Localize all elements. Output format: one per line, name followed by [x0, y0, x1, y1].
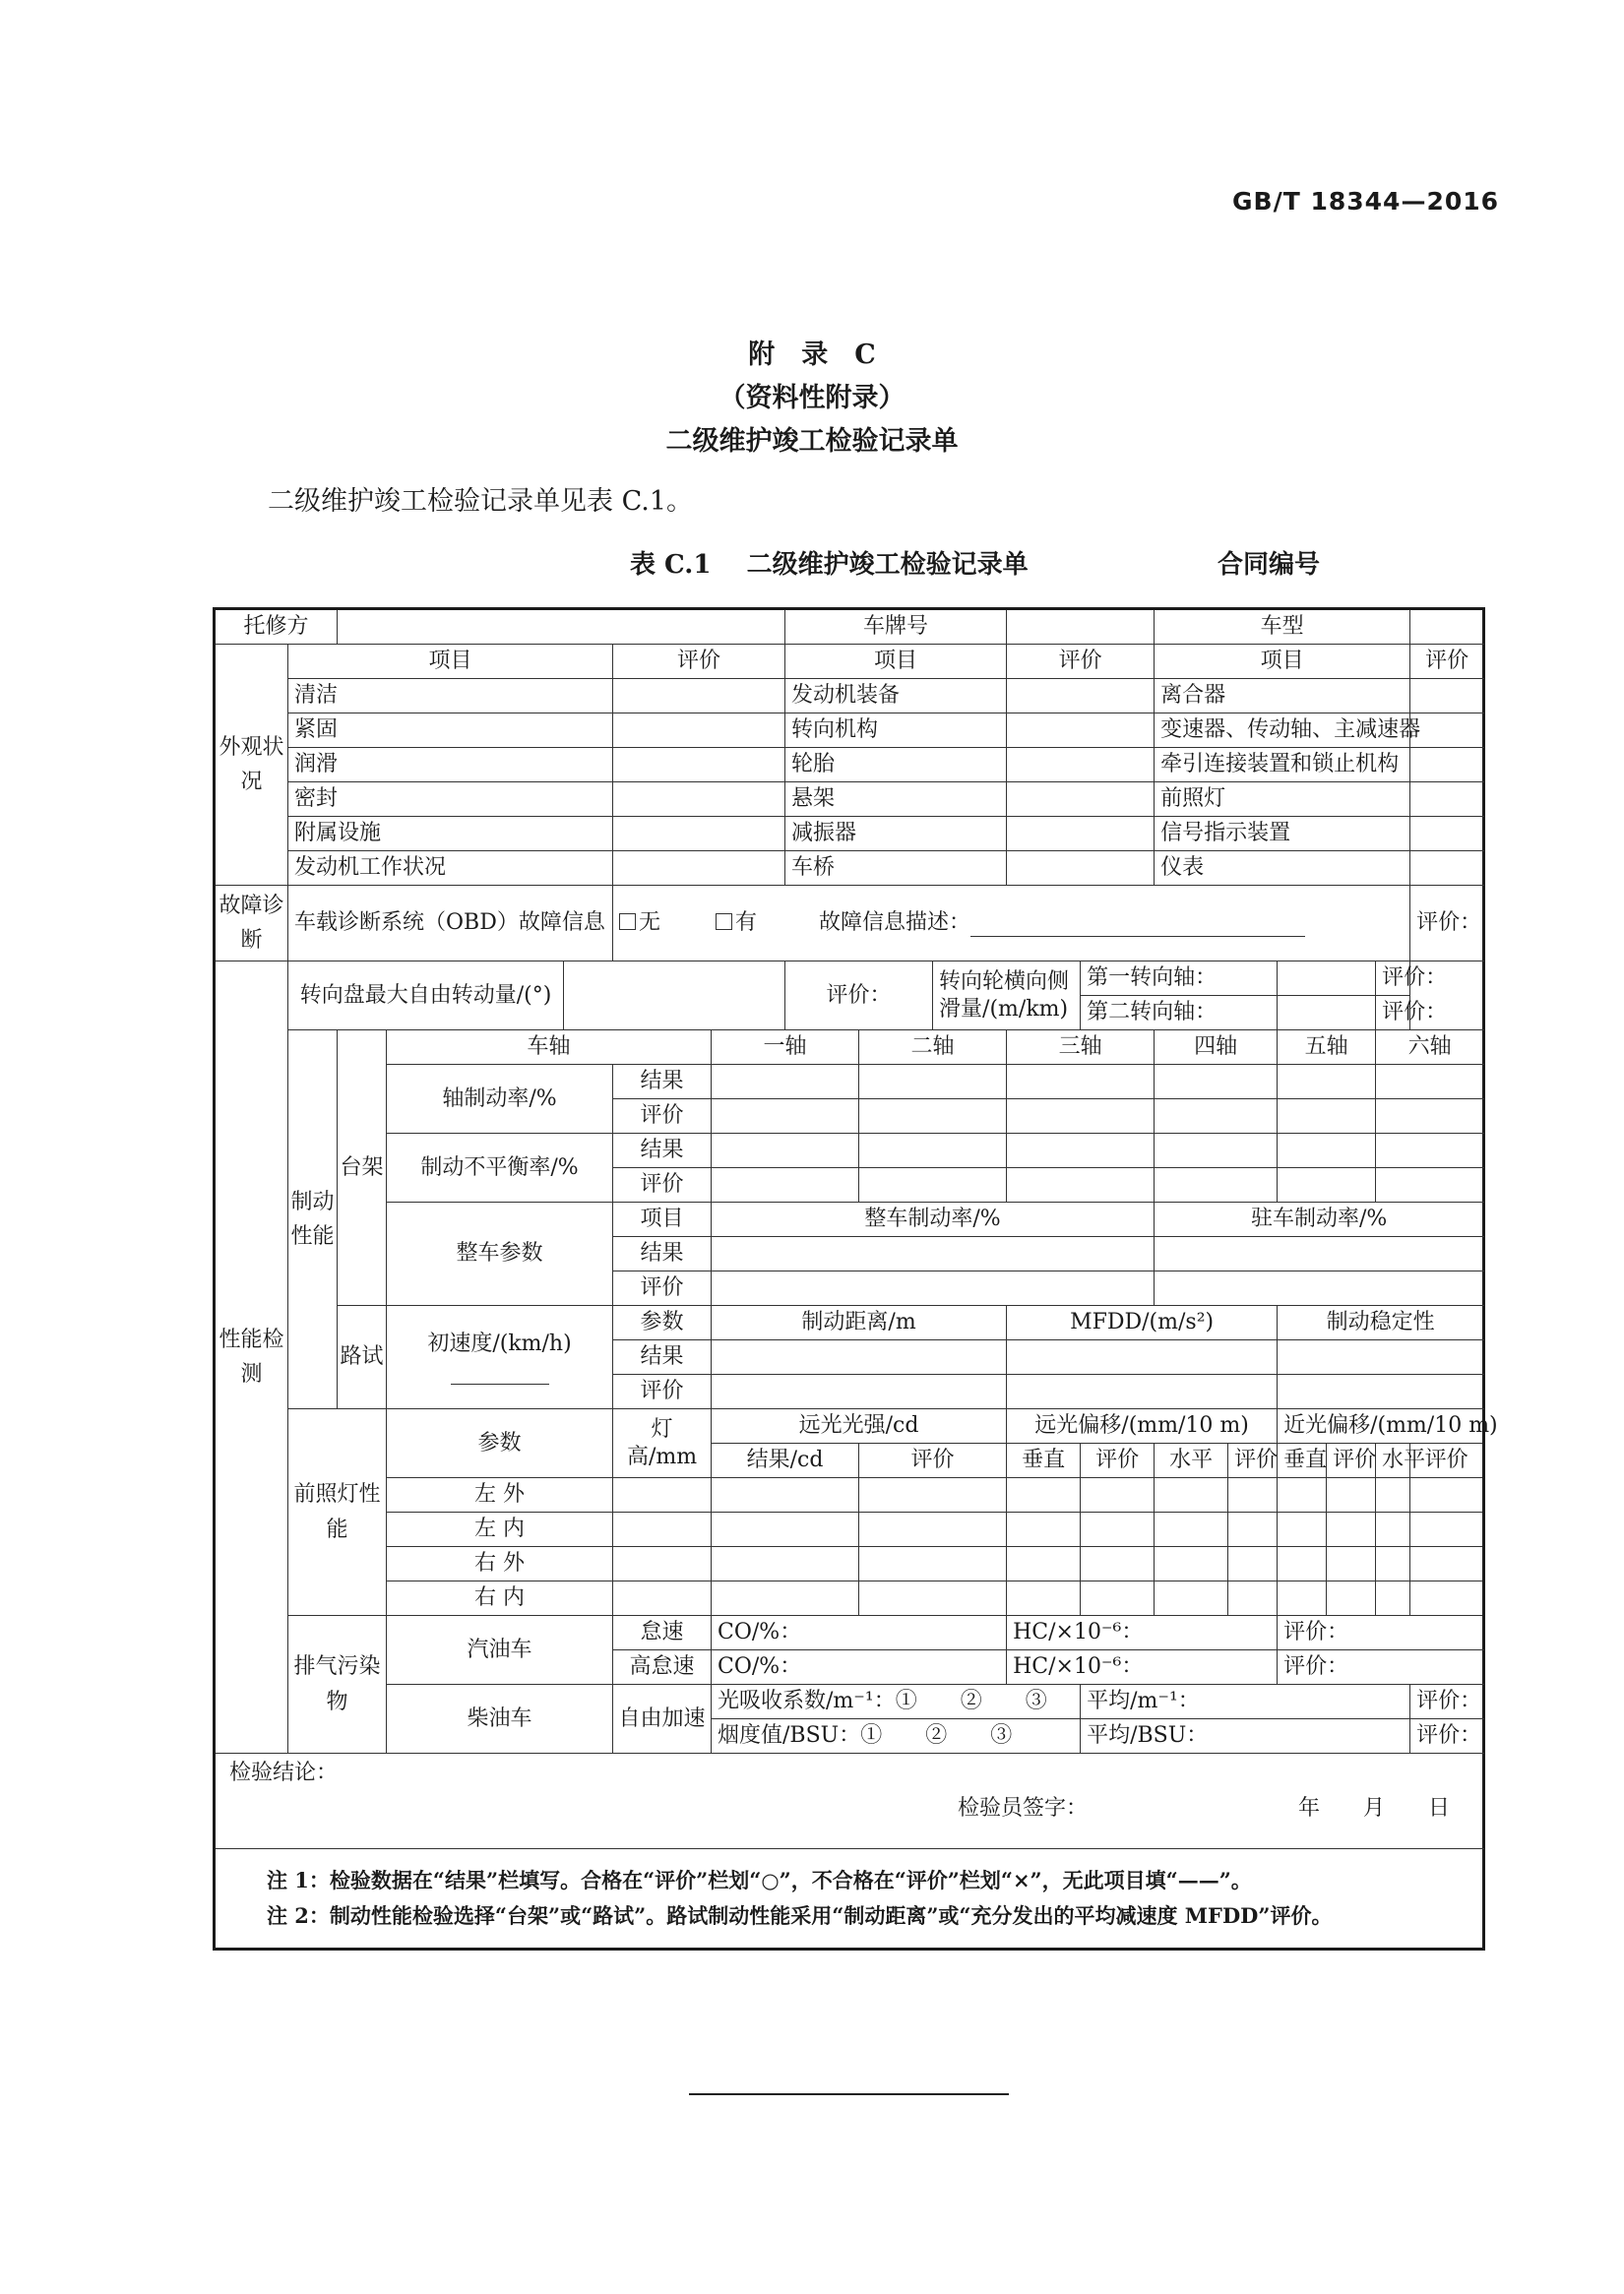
table-row: [215, 1306, 1484, 1340]
list-item: 前照灯: [1155, 782, 1410, 817]
data-cell[interactable]: [1155, 1134, 1278, 1168]
list-item: 转向机构: [785, 713, 1007, 748]
plate-value[interactable]: [1007, 609, 1155, 645]
braking-label: 制动性能: [288, 1030, 338, 1409]
inspector-label: 检验员签字：: [958, 1795, 1089, 1821]
data-cell[interactable]: [1155, 1478, 1228, 1513]
checkbox-none[interactable]: [619, 913, 636, 930]
result-label: 结果: [613, 1134, 712, 1168]
avg-m-label: 平均/m⁻¹：: [1081, 1685, 1410, 1719]
result-cd-label: 结果/cd: [712, 1444, 859, 1478]
hc-label: HC/×10⁻⁶：: [1007, 1650, 1278, 1685]
data-cell[interactable]: [1228, 1513, 1278, 1547]
data-cell[interactable]: [1081, 1547, 1155, 1581]
lamp-label: 右 外: [387, 1547, 613, 1581]
data-cell[interactable]: [859, 1513, 1007, 1547]
option-has-label: 有: [734, 910, 757, 936]
diesel-label: 柴油车: [387, 1685, 613, 1754]
stability-label: 制动稳定性: [1278, 1306, 1484, 1340]
data-cell[interactable]: [1327, 1581, 1376, 1616]
data-cell[interactable]: [859, 1547, 1007, 1581]
plate-label: 车牌号: [785, 609, 1007, 645]
data-cell[interactable]: [1376, 1168, 1484, 1203]
list-item: 清洁: [288, 679, 613, 713]
client-label: 托修方: [215, 609, 338, 645]
table-row: [215, 1849, 1484, 1950]
standard-number: GB/T 18344—2016: [1232, 187, 1500, 216]
co-label: CO/%：: [712, 1650, 1007, 1685]
data-cell[interactable]: [1327, 1513, 1376, 1547]
data-cell[interactable]: [1278, 1168, 1376, 1203]
eval-label: 评价: [1081, 1444, 1155, 1478]
note-2: 注 2：制动性能检验选择“台架”或“路试”。路试制动性能采用“制动距离”或“充分发出的平均减速度 MFDD”评价。: [267, 1903, 1333, 1928]
data-cell[interactable]: [1007, 1581, 1081, 1616]
table-row: [215, 1065, 1484, 1099]
lamp-label: 左 内: [387, 1513, 613, 1547]
appendix-type: （资料性附录）: [718, 383, 906, 413]
eval-cell[interactable]: [1410, 851, 1484, 886]
table-row: [215, 851, 1484, 886]
conclusion-cell[interactable]: [215, 1754, 1484, 1849]
table-row: [215, 748, 1484, 782]
avg-bsu-label: 平均/BSU：: [1081, 1719, 1410, 1754]
eval-cell[interactable]: [613, 713, 785, 748]
eval-label: 评价: [613, 1099, 712, 1134]
data-cell[interactable]: [1410, 1478, 1484, 1513]
high-idle-label: 高怠速: [613, 1650, 712, 1685]
end-rule: [689, 2093, 1009, 2095]
eval-cell[interactable]: [1410, 817, 1484, 851]
total-rate-label: 整车制动率/%: [712, 1203, 1155, 1237]
eval-cell[interactable]: [1410, 713, 1484, 748]
data-cell[interactable]: [1007, 1375, 1278, 1409]
data-cell[interactable]: [1278, 1065, 1376, 1099]
light-abs-label: 光吸收系数/m⁻¹：① ② ③: [712, 1685, 1081, 1719]
notes-cell: [215, 1849, 1484, 1950]
low-offset-label: 近光偏移/(mm/10 m): [1278, 1409, 1484, 1444]
data-cell[interactable]: [1007, 1099, 1155, 1134]
data-cell[interactable]: [1376, 1581, 1410, 1616]
eval-header: 评价: [613, 645, 785, 679]
data-cell[interactable]: [1327, 1547, 1376, 1581]
data-cell[interactable]: [1278, 1478, 1327, 1513]
item-header: 项目: [288, 645, 613, 679]
data-cell[interactable]: [859, 1099, 1007, 1134]
data-cell[interactable]: [1081, 1478, 1155, 1513]
inspection-record-table: [213, 607, 1498, 1951]
eval-cell[interactable]: [1007, 748, 1155, 782]
param-label: 参数: [387, 1409, 613, 1478]
init-speed-label: 初速度/(km/h): [427, 1331, 572, 1356]
data-cell[interactable]: [1007, 1340, 1278, 1375]
table-caption-title: 二级维护竣工检验记录单: [746, 550, 1029, 580]
data-cell[interactable]: [712, 1237, 1155, 1271]
list-item: 离合器: [1155, 679, 1410, 713]
result-label: 结果: [613, 1340, 712, 1375]
lamp-label: 左 外: [387, 1478, 613, 1513]
data-cell[interactable]: [1278, 1375, 1484, 1409]
road-label: 路试: [338, 1306, 387, 1409]
conclusion-label: 检验结论：: [229, 1761, 339, 1785]
data-cell[interactable]: [1278, 1513, 1327, 1547]
data-cell[interactable]: [712, 1478, 859, 1513]
table-row: [215, 1616, 1484, 1650]
data-cell[interactable]: [1007, 1478, 1081, 1513]
data-cell[interactable]: [1376, 1547, 1410, 1581]
brake-dist-label: 制动距离/m: [712, 1306, 1007, 1340]
eval-cell[interactable]: [1410, 748, 1484, 782]
data-cell[interactable]: [1410, 1513, 1484, 1547]
table-row: [215, 782, 1484, 817]
data-cell[interactable]: [1228, 1547, 1278, 1581]
axle-rate-label: 轴制动率/%: [387, 1065, 613, 1134]
eval-label: 评价: [613, 1271, 712, 1306]
eval-cell[interactable]: [1007, 679, 1155, 713]
high-beam-label: 远光光强/cd: [712, 1409, 1007, 1444]
data-cell[interactable]: [712, 1271, 1155, 1306]
appendix-title: 附 录 C: [748, 340, 876, 370]
list-item: 发动机装备: [785, 679, 1007, 713]
note-1: 注 1：检验数据在“结果”栏填写。合格在“评价”栏划“○”，不合格在“评价”栏划“×”，无此项目填“——”。: [267, 1868, 1252, 1893]
data-cell[interactable]: [1007, 1065, 1155, 1099]
eval-cell[interactable]: [1410, 782, 1484, 817]
data-cell[interactable]: [1081, 1581, 1155, 1616]
data-cell[interactable]: [712, 1340, 1007, 1375]
data-cell[interactable]: [859, 1581, 1007, 1616]
axle-4-header: 四轴: [1155, 1030, 1278, 1065]
table-row: [215, 679, 1484, 713]
fault-label: 故障诊断: [215, 886, 288, 961]
data-cell[interactable]: [712, 1168, 859, 1203]
fault-options: [613, 886, 1410, 961]
list-item: 变速器、传动轴、主减速器: [1155, 713, 1410, 748]
table-row: [215, 1203, 1484, 1237]
data-cell[interactable]: [1278, 1134, 1376, 1168]
table-row: [215, 645, 1484, 679]
table-row: [215, 1513, 1484, 1547]
data-cell[interactable]: [1155, 1168, 1278, 1203]
eval-cell[interactable]: [1007, 713, 1155, 748]
free-accel-label: 自由加速: [613, 1685, 712, 1754]
table-row: [215, 1478, 1484, 1513]
axle2-value[interactable]: [1278, 996, 1376, 1030]
table-row: [215, 961, 1484, 996]
axle-6-header: 六轴: [1376, 1030, 1484, 1065]
bench-label: 台架: [338, 1030, 387, 1306]
table-row: [215, 1685, 1484, 1719]
eval-cell[interactable]: [1410, 679, 1484, 713]
item-header: 项目: [785, 645, 1007, 679]
data-cell[interactable]: [712, 1099, 859, 1134]
list-item: 密封: [288, 782, 613, 817]
table-row: [215, 1409, 1484, 1444]
diesel-eval: 评价：: [1410, 1719, 1484, 1754]
eval-cell[interactable]: [613, 851, 785, 886]
table-row: [215, 609, 1484, 645]
eval-cell[interactable]: [1007, 817, 1155, 851]
list-item: 信号指示装置: [1155, 817, 1410, 851]
high-offset-label: 远光偏移/(mm/10 m): [1007, 1409, 1278, 1444]
client-value[interactable]: [338, 609, 785, 645]
eval-label: 评价: [1410, 1444, 1484, 1478]
eval-header: 评价: [1410, 645, 1484, 679]
data-cell[interactable]: [712, 1581, 859, 1616]
data-cell[interactable]: [1278, 1099, 1376, 1134]
fault-desc-line[interactable]: [970, 936, 1305, 937]
table-row: [215, 713, 1484, 748]
data-cell[interactable]: [712, 1134, 859, 1168]
result-label: 结果: [613, 1237, 712, 1271]
data-cell[interactable]: [859, 1168, 1007, 1203]
data-cell[interactable]: [1007, 1134, 1155, 1168]
table-caption: [630, 544, 1029, 581]
vehicle-param-label: 整车参数: [387, 1203, 613, 1306]
axle-2-header: 二轴: [859, 1030, 1007, 1065]
gasoline-label: 汽油车: [387, 1616, 613, 1685]
data-cell[interactable]: [1155, 1271, 1484, 1306]
data-cell[interactable]: [859, 1134, 1007, 1168]
table-row: [215, 1030, 1484, 1065]
list-item: 轮胎: [785, 748, 1007, 782]
data-cell[interactable]: [1155, 1237, 1484, 1271]
eval-cell[interactable]: [613, 817, 785, 851]
data-cell[interactable]: [1410, 1581, 1484, 1616]
axle-header: 车轴: [387, 1030, 712, 1065]
data-cell[interactable]: [1081, 1513, 1155, 1547]
data-cell[interactable]: [1007, 1547, 1081, 1581]
obd-label: 车载诊断系统（OBD）故障信息: [288, 886, 613, 961]
gas-eval: 评价：: [1278, 1650, 1484, 1685]
data-cell[interactable]: [1228, 1478, 1278, 1513]
data-cell[interactable]: [1376, 1513, 1410, 1547]
smoke-label: 烟度值/BSU：① ② ③: [712, 1719, 1081, 1754]
eval-label: 评价: [1327, 1444, 1376, 1478]
table-row: [215, 886, 1484, 961]
axle-5-header: 五轴: [1278, 1030, 1376, 1065]
diesel-eval: 评价：: [1410, 1685, 1484, 1719]
data-cell[interactable]: [1278, 1340, 1484, 1375]
data-cell[interactable]: [613, 1547, 712, 1581]
fault-desc-label: 故障信息描述：: [818, 910, 970, 936]
data-cell[interactable]: [1007, 1513, 1081, 1547]
model-label: 车型: [1155, 609, 1410, 645]
table-row: [215, 817, 1484, 851]
side-slip-label: 转向轮横向侧滑量/(m/km): [933, 961, 1081, 1030]
option-none-label: 无: [639, 910, 661, 936]
axle-3-header: 三轴: [1007, 1030, 1155, 1065]
hc-label: HC/×10⁻⁶：: [1007, 1616, 1278, 1650]
data-cell[interactable]: [613, 1478, 712, 1513]
data-cell[interactable]: [613, 1513, 712, 1547]
contract-number-label: 合同编号: [1218, 550, 1321, 580]
data-cell[interactable]: [859, 1478, 1007, 1513]
data-cell[interactable]: [712, 1513, 859, 1547]
date-label: 年 月 日: [1298, 1795, 1451, 1821]
list-item: 悬架: [785, 782, 1007, 817]
exhaust-label: 排气污染物: [288, 1616, 387, 1754]
list-item: 润滑: [288, 748, 613, 782]
data-cell[interactable]: [1376, 1134, 1484, 1168]
list-item: 紧固: [288, 713, 613, 748]
co-label: CO/%：: [712, 1616, 1007, 1650]
lamp-height-label: 灯高/mm: [613, 1409, 712, 1478]
item-label: 项目: [613, 1203, 712, 1237]
idle-label: 怠速: [613, 1616, 712, 1650]
list-item: 牵引连接装置和锁止机构: [1155, 748, 1410, 782]
horizontal-label: 水平: [1376, 1444, 1410, 1478]
eval-label: 评价: [1228, 1444, 1278, 1478]
axle2-label: 第二转向轴：: [1081, 996, 1278, 1030]
eval-cell[interactable]: [613, 782, 785, 817]
headlamp-label: 前照灯性能: [288, 1409, 387, 1616]
eval-cell[interactable]: [1007, 851, 1155, 886]
table-caption-label: 表 C.1: [630, 550, 712, 580]
fault-eval: 评价：: [1410, 886, 1484, 961]
eval-header: 评价: [1007, 645, 1155, 679]
data-cell[interactable]: [1155, 1065, 1278, 1099]
data-cell[interactable]: [712, 1065, 859, 1099]
list-item: 车桥: [785, 851, 1007, 886]
appearance-label: 外观状况: [215, 645, 288, 886]
table-row: [215, 1547, 1484, 1581]
steering-eval: 评价：: [785, 961, 933, 1030]
data-cell[interactable]: [1155, 1513, 1228, 1547]
horizontal-label: 水平: [1155, 1444, 1228, 1478]
data-cell[interactable]: [1376, 1478, 1410, 1513]
list-item: 附属设施: [288, 817, 613, 851]
vertical-label: 垂直: [1278, 1444, 1327, 1478]
data-cell[interactable]: [1327, 1478, 1376, 1513]
item-header: 项目: [1155, 645, 1410, 679]
list-item: 仪表: [1155, 851, 1410, 886]
axle1-value[interactable]: [1278, 961, 1376, 996]
performance-label: 性能检测: [215, 961, 288, 1754]
eval-cell[interactable]: [1007, 782, 1155, 817]
steering-value[interactable]: [564, 961, 785, 1030]
eval-label: 评价: [613, 1375, 712, 1409]
data-cell[interactable]: [1376, 1065, 1484, 1099]
table-row: [215, 1581, 1484, 1616]
data-cell[interactable]: [1376, 1099, 1484, 1134]
init-speed-cell: [387, 1306, 613, 1409]
data-cell[interactable]: [1155, 1547, 1228, 1581]
axle2-eval: 评价：: [1376, 996, 1410, 1030]
axle1-label: 第一转向轴：: [1081, 961, 1278, 996]
checkbox-has[interactable]: [716, 913, 732, 930]
intro-text: 二级维护竣工检验记录单见表 C.1。: [268, 486, 694, 517]
eval-cell[interactable]: [613, 679, 785, 713]
axle-1-header: 一轴: [712, 1030, 859, 1065]
table-row: [215, 1754, 1484, 1849]
imbalance-label: 制动不平衡率/%: [387, 1134, 613, 1203]
data-cell[interactable]: [1007, 1168, 1155, 1203]
data-cell[interactable]: [1278, 1581, 1327, 1616]
gas-eval: 评价：: [1278, 1616, 1484, 1650]
table-row: [215, 1134, 1484, 1168]
appendix-name: 二级维护竣工检验记录单: [665, 426, 959, 457]
eval-cell[interactable]: [613, 748, 785, 782]
data-cell[interactable]: [712, 1375, 1007, 1409]
data-cell[interactable]: [613, 1581, 712, 1616]
steering-label: 转向盘最大自由转动量/(°): [288, 961, 564, 1030]
data-cell[interactable]: [1410, 1547, 1484, 1581]
data-cell[interactable]: [1155, 1581, 1228, 1616]
eval-label: 评价: [859, 1444, 1007, 1478]
parking-rate-label: 驻车制动率/%: [1155, 1203, 1484, 1237]
mfdd-label: MFDD/(m/s²): [1007, 1306, 1278, 1340]
vertical-label: 垂直: [1007, 1444, 1081, 1478]
data-cell[interactable]: [1278, 1547, 1327, 1581]
data-cell[interactable]: [859, 1065, 1007, 1099]
list-item: 发动机工作状况: [288, 851, 613, 886]
axle1-eval: 评价：: [1376, 961, 1410, 996]
lamp-label: 右 内: [387, 1581, 613, 1616]
init-speed-line[interactable]: [451, 1364, 549, 1385]
eval-label: 评价: [613, 1168, 712, 1203]
data-cell[interactable]: [712, 1547, 859, 1581]
data-cell[interactable]: [1228, 1581, 1278, 1616]
data-cell[interactable]: [1155, 1099, 1278, 1134]
list-item: 减振器: [785, 817, 1007, 851]
param-label: 参数: [613, 1306, 712, 1340]
model-value[interactable]: [1410, 609, 1484, 645]
result-label: 结果: [613, 1065, 712, 1099]
